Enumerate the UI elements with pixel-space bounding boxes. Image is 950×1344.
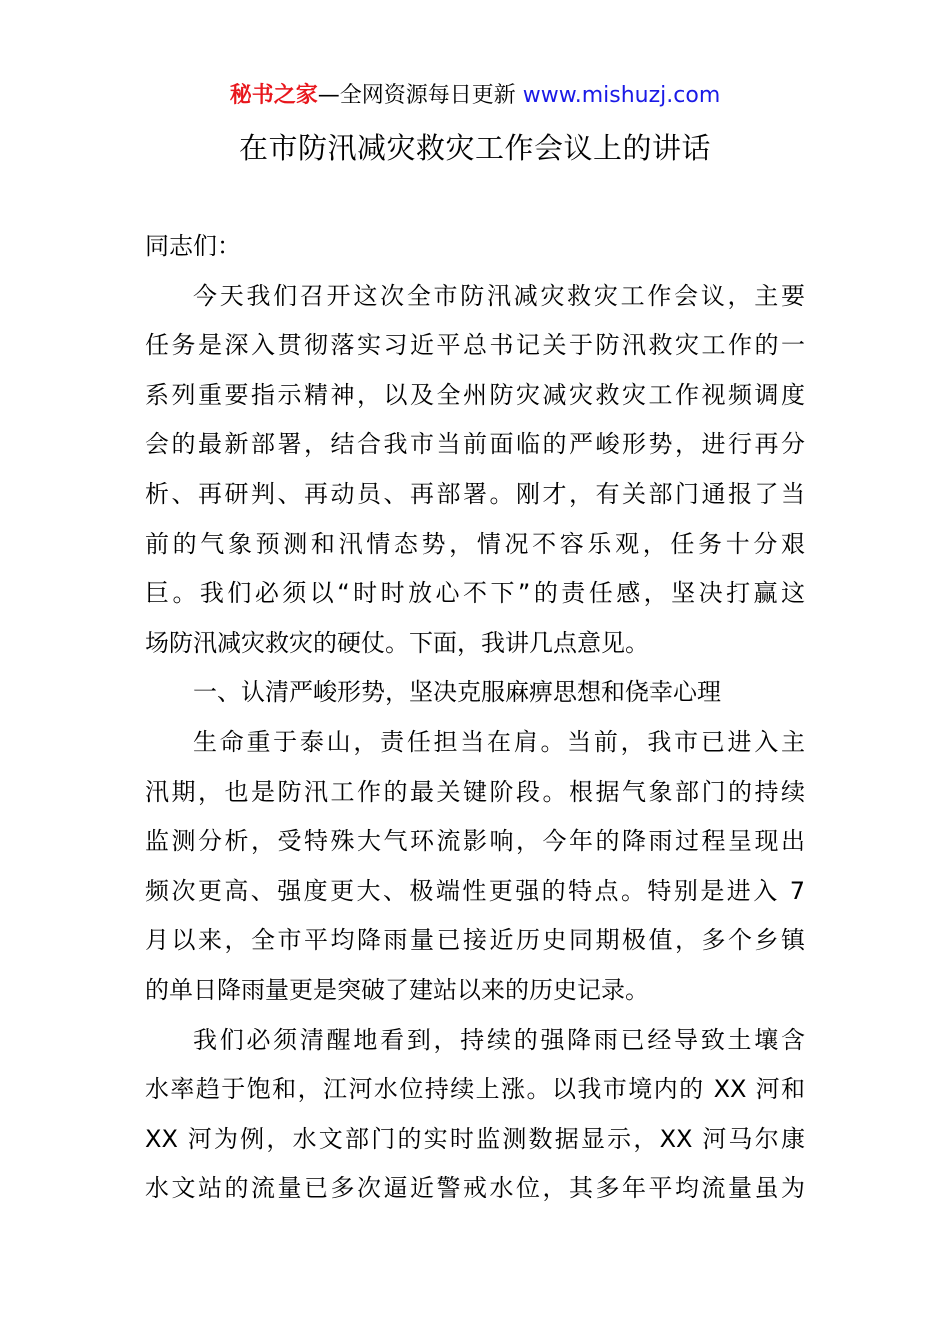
paragraph-line: 任务是深入贯彻落实习近平总书记关于防汛救灾工作的一 [145,331,805,360]
paragraph-line: XX 河为例，水文部门的实时监测数据显示，XX 河马尔康 [145,1124,805,1153]
paragraph-line: 我们必须清醒地看到，持续的强降雨已经导致土壤含 [193,1025,805,1054]
paragraph-line: 析、再研判、再动员、再部署。刚才，有关部门通报了当 [145,479,805,508]
paragraph-line: 水文站的流量已多次逼近警戒水位，其多年平均流量虽为 [145,1174,805,1203]
paragraph-line: 的单日降雨量更是突破了建站以来的历史记录。 [145,975,649,1004]
section-heading: 一、认清严峻形势，坚决克服麻痹思想和侥幸心理 [193,678,721,707]
paragraph-line: 场防汛减灾救灾的硬仗。下面，我讲几点意见。 [145,628,649,657]
paragraph-line: 系列重要指示精神，以及全州防灾减灾救灾工作视频调度 [145,380,805,409]
header-tagline: —全网资源每日更新 [317,83,516,108]
paragraph-line: 水率趋于饱和，江河水位持续上涨。以我市境内的 XX 河和 [145,1075,805,1104]
paragraph-line: 今天我们召开这次全市防汛减灾救灾工作会议，主要 [193,281,805,310]
paragraph-line: 汛期，也是防汛工作的最关键阶段。根据气象部门的持续 [145,777,805,806]
paragraph-line: 监测分析，受特殊大气环流影响，今年的降雨过程呈现出 [145,827,805,856]
document-title: 在市防汛减灾救灾工作会议上的讲话 [238,131,711,165]
paragraph-line: 频次更高、强度更大、极端性更强的特点。特别是进入 7 [145,876,805,905]
salutation: 同志们： [145,232,241,260]
paragraph-line: 月以来，全市平均降雨量已接近历史同期极值，多个乡镇 [145,926,805,955]
paragraph-line: 生命重于泰山，责任担当在肩。当前，我市已进入主 [193,727,805,756]
paragraph-line: 会的最新部署，结合我市当前面临的严峻形势，进行再分 [145,430,805,459]
paragraph-line: 巨。我们必须以“时时放心不下”的责任感，坚决打赢这 [145,579,805,608]
brand-name: 秘书之家 [229,83,318,108]
document-body [145,222,805,1214]
site-header-banner [0,80,950,112]
site-url-link[interactable]: www.mishuzj.com [522,83,721,108]
paragraph-line: 前的气象预测和汛情态势，情况不容乐观，任务十分艰 [145,529,805,558]
